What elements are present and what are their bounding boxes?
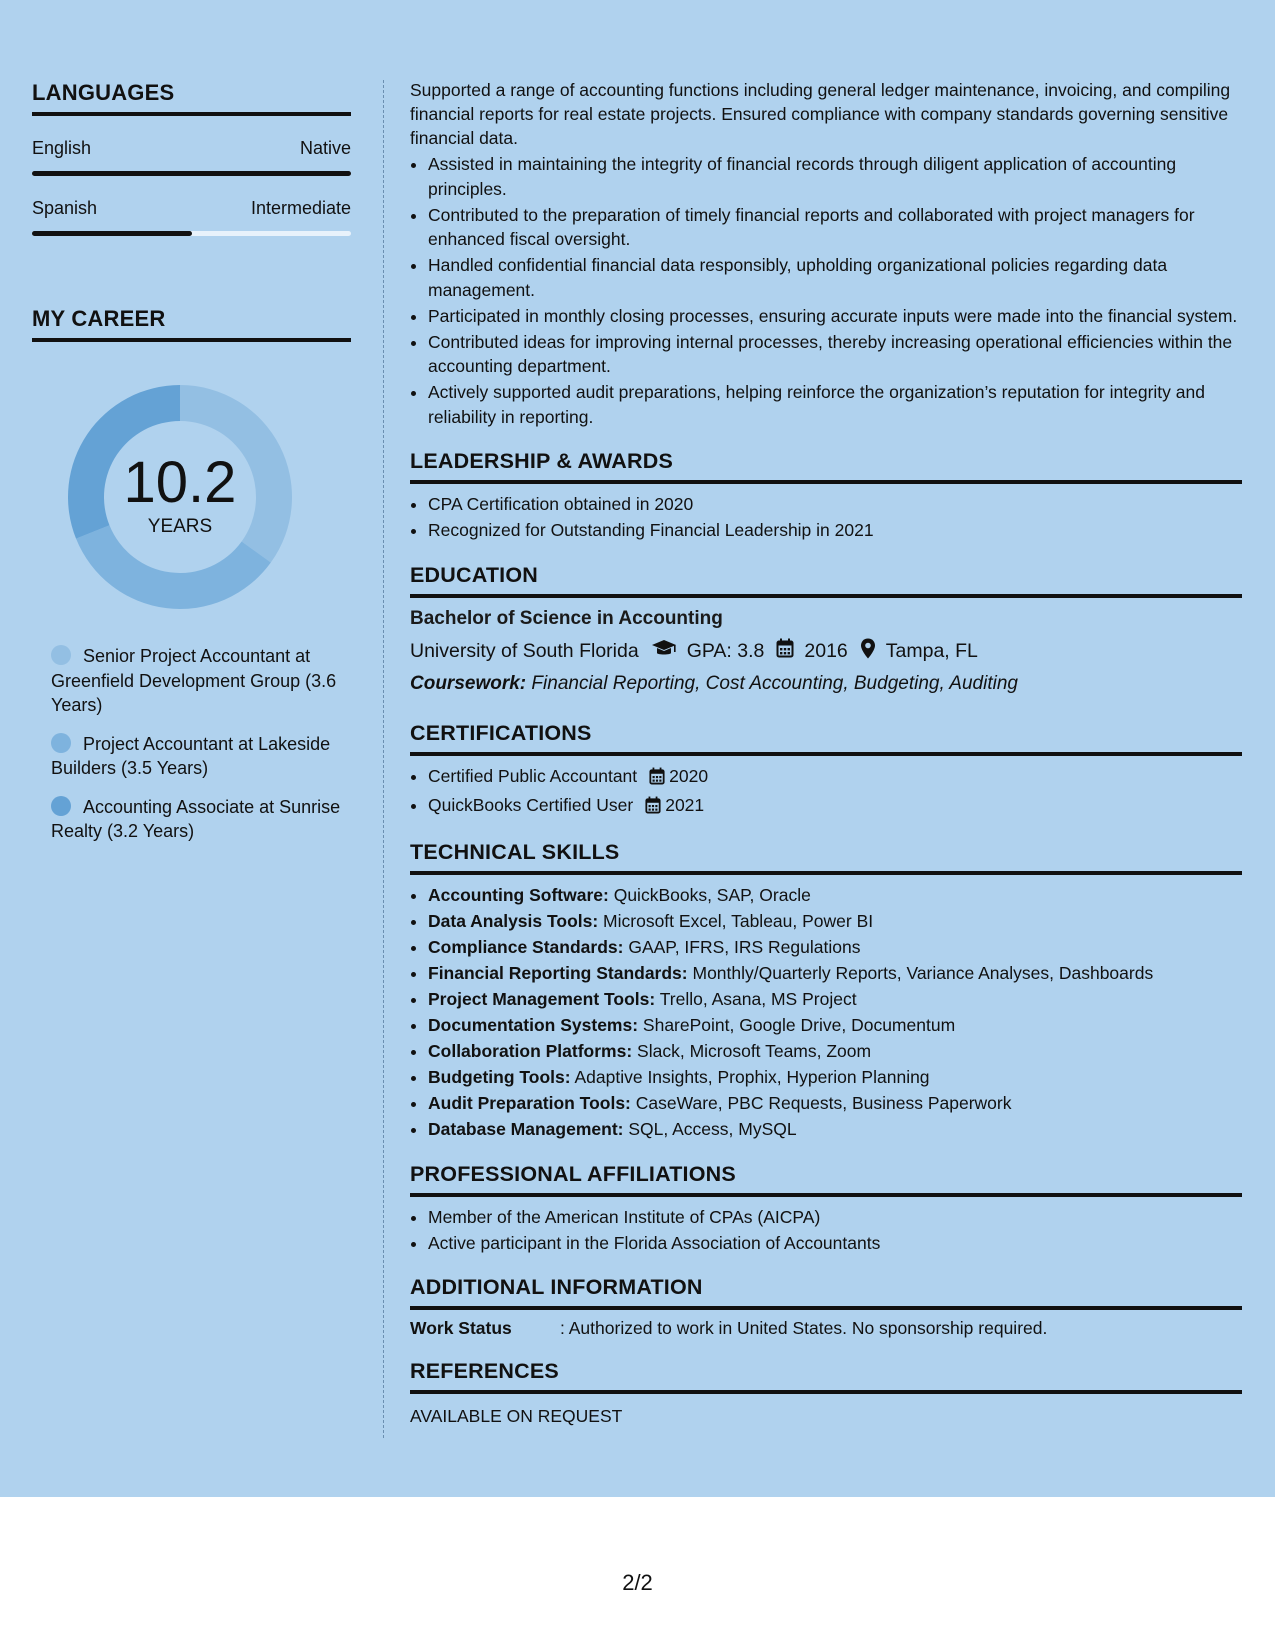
career-heading: MY CAREER	[32, 306, 351, 342]
skill-item	[428, 1013, 1242, 1038]
career-role-label: Project Accountant at Lakeside Builders (3.5 Years)	[51, 733, 331, 778]
career-legend-item	[51, 795, 351, 844]
skill-value: GAAP, IFRS, IRS Regulations	[623, 937, 861, 957]
experience-bullets	[410, 152, 1242, 429]
language-proficiency-fill	[32, 171, 351, 176]
certification-year: 2021	[665, 794, 705, 815]
skill-value: SharePoint, Google Drive, Documentum	[638, 1015, 956, 1035]
experience-summary: Supported a range of accounting functions including general ledger maintenance, invoicing, and compiling financial reports for real estate projects. Ensured compliance with company standards governing sensitive financial data.	[410, 80, 1231, 148]
skill-item	[428, 909, 1242, 934]
skill-label: Project Management Tools:	[428, 989, 656, 1009]
skill-item	[428, 883, 1242, 908]
education-gpa: GPA: 3.8	[686, 639, 765, 662]
leadership-item: • Recognized for Outstanding Financial Leadership in 2021	[428, 518, 1242, 543]
language-level: Intermediate	[250, 198, 351, 218]
language-proficiency-bar	[32, 231, 351, 236]
experience-bullet: • Handled confidential financial data responsibly, upholding organizational policies regarding data management.	[428, 253, 1242, 302]
language-item	[32, 138, 351, 176]
skills-section	[410, 840, 1242, 1142]
skill-item	[428, 987, 1242, 1012]
career-legend-item	[51, 732, 351, 781]
career-role-label: Accounting Associate at Sunrise Realty (3.2 Years)	[51, 796, 341, 841]
skill-item	[428, 1117, 1242, 1142]
skill-item	[428, 961, 1242, 986]
affiliations-section	[410, 1162, 1242, 1256]
skill-item	[428, 1091, 1242, 1116]
coursework-list: Financial Reporting, Cost Accounting, Budgeting, Auditing	[526, 672, 1018, 694]
experience-bullet: • Participated in monthly closing processes, ensuring accurate inputs were made into the financial system.	[428, 304, 1242, 329]
skill-value: CaseWare, PBC Requests, Business Paperwork	[630, 1093, 1012, 1113]
skill-value: Slack, Microsoft Teams, Zoom	[632, 1041, 872, 1061]
skill-label: Audit Preparation Tools:	[428, 1093, 631, 1113]
language-proficiency-bar	[32, 171, 351, 176]
certification-year: 2020	[669, 765, 709, 786]
references-heading: REFERENCES	[410, 1359, 1242, 1394]
skill-label: Data Analysis Tools:	[428, 911, 599, 931]
references-section	[410, 1359, 1242, 1427]
additional-heading: ADDITIONAL INFORMATION	[410, 1275, 1242, 1310]
career-legend	[32, 644, 351, 844]
languages-heading: LANGUAGES	[32, 80, 351, 116]
certifications-heading: CERTIFICATIONS	[410, 721, 1242, 756]
work-status-value: : Authorized to work in United States. No sponsorship required.	[560, 1318, 1048, 1338]
skill-label: Accounting Software:	[428, 885, 609, 905]
affiliation-item: • Active participant in the Florida Association of Accountants	[428, 1231, 1242, 1256]
legend-dot	[51, 796, 71, 816]
education-section	[410, 563, 1242, 695]
additional-section	[410, 1275, 1242, 1339]
column-divider	[383, 80, 384, 1438]
coursework-label: Coursework:	[410, 672, 527, 694]
location-pin-icon	[860, 638, 876, 665]
certification-item	[428, 764, 1242, 792]
certification-name: QuickBooks Certified User	[428, 794, 634, 815]
skill-value: SQL, Access, MySQL	[623, 1119, 797, 1139]
language-item	[32, 198, 351, 236]
experience-bullet: • Contributed to the preparation of timely financial reports and collaborated with project managers for enhanced fiscal oversight.	[428, 203, 1242, 252]
affiliations-heading: PROFESSIONAL AFFILIATIONS	[410, 1162, 1242, 1197]
skill-label: Financial Reporting Standards:	[428, 963, 688, 983]
leadership-section	[410, 449, 1242, 543]
career-role-label: Senior Project Accountant at Greenfield Development Group (3.6 Years)	[51, 646, 337, 715]
language-level: Native	[299, 138, 351, 158]
legend-dot	[51, 733, 71, 753]
leadership-item: • CPA Certification obtained in 2020	[428, 492, 1242, 517]
calendar-icon	[645, 796, 661, 821]
skill-label: Collaboration Platforms:	[428, 1041, 633, 1061]
skill-label: Database Management:	[428, 1119, 624, 1139]
skill-label: Documentation Systems:	[428, 1015, 639, 1035]
experience-bullet: • Contributed ideas for improving internal processes, thereby increasing operational efficiencies within the accounting department.	[428, 330, 1242, 379]
language-name: Spanish	[32, 198, 98, 218]
certification-item	[428, 793, 1242, 821]
education-coursework	[410, 673, 1242, 695]
language-proficiency-fill	[32, 231, 192, 236]
page-number: 2/2	[622, 1570, 653, 1595]
career-total-unit: YEARS	[147, 516, 213, 537]
skill-item	[428, 1039, 1242, 1064]
education-school: University of South Florida	[410, 639, 639, 662]
calendar-icon	[649, 767, 665, 792]
education-heading: EDUCATION	[410, 563, 1242, 598]
work-status-label: Work Status	[410, 1318, 512, 1338]
skills-heading: TECHNICAL SKILLS	[410, 840, 1242, 875]
calendar-icon	[776, 638, 794, 664]
skill-label: Compliance Standards:	[428, 937, 624, 957]
certification-name: Certified Public Accountant	[428, 765, 638, 786]
skill-value: Adaptive Insights, Prophix, Hyperion Planning	[570, 1067, 930, 1087]
certifications-section	[410, 721, 1242, 821]
career-total-value: 10.2	[123, 450, 237, 515]
work-status-row	[410, 1318, 1242, 1339]
career-legend-item	[51, 644, 351, 718]
skill-value: Trello, Asana, MS Project	[655, 989, 857, 1009]
experience-bullet: • Actively supported audit preparations, helping reinforce the organization’s reputation for integrity and reliability in reporting.	[428, 380, 1242, 429]
left-column	[32, 80, 351, 858]
language-name: English	[32, 138, 92, 158]
skill-item	[428, 1065, 1242, 1090]
leadership-heading: LEADERSHIP & AWARDS	[410, 449, 1242, 484]
skill-value: Microsoft Excel, Tableau, Power BI	[598, 911, 874, 931]
education-degree: Bachelor of Science in Accounting	[410, 607, 723, 629]
experience-bullet: • Assisted in maintaining the integrity of financial records through diligent application of accounting principles.	[428, 152, 1242, 201]
references-text: AVAILABLE ON REQUEST	[410, 1406, 623, 1426]
legend-dot	[51, 645, 71, 665]
skill-value: QuickBooks, SAP, Oracle	[608, 885, 811, 905]
skill-item	[428, 935, 1242, 960]
skill-label: Budgeting Tools:	[428, 1067, 571, 1087]
graduation-cap-icon	[651, 639, 677, 663]
right-column	[410, 78, 1242, 1427]
education-location: Tampa, FL	[885, 639, 978, 662]
affiliation-item: • Member of the American Institute of CPAs (AICPA)	[428, 1205, 1242, 1230]
skill-value: Monthly/Quarterly Reports, Variance Analyses, Dashboards	[687, 963, 1154, 983]
career-donut-chart	[65, 382, 295, 612]
education-year: 2016	[804, 639, 848, 662]
